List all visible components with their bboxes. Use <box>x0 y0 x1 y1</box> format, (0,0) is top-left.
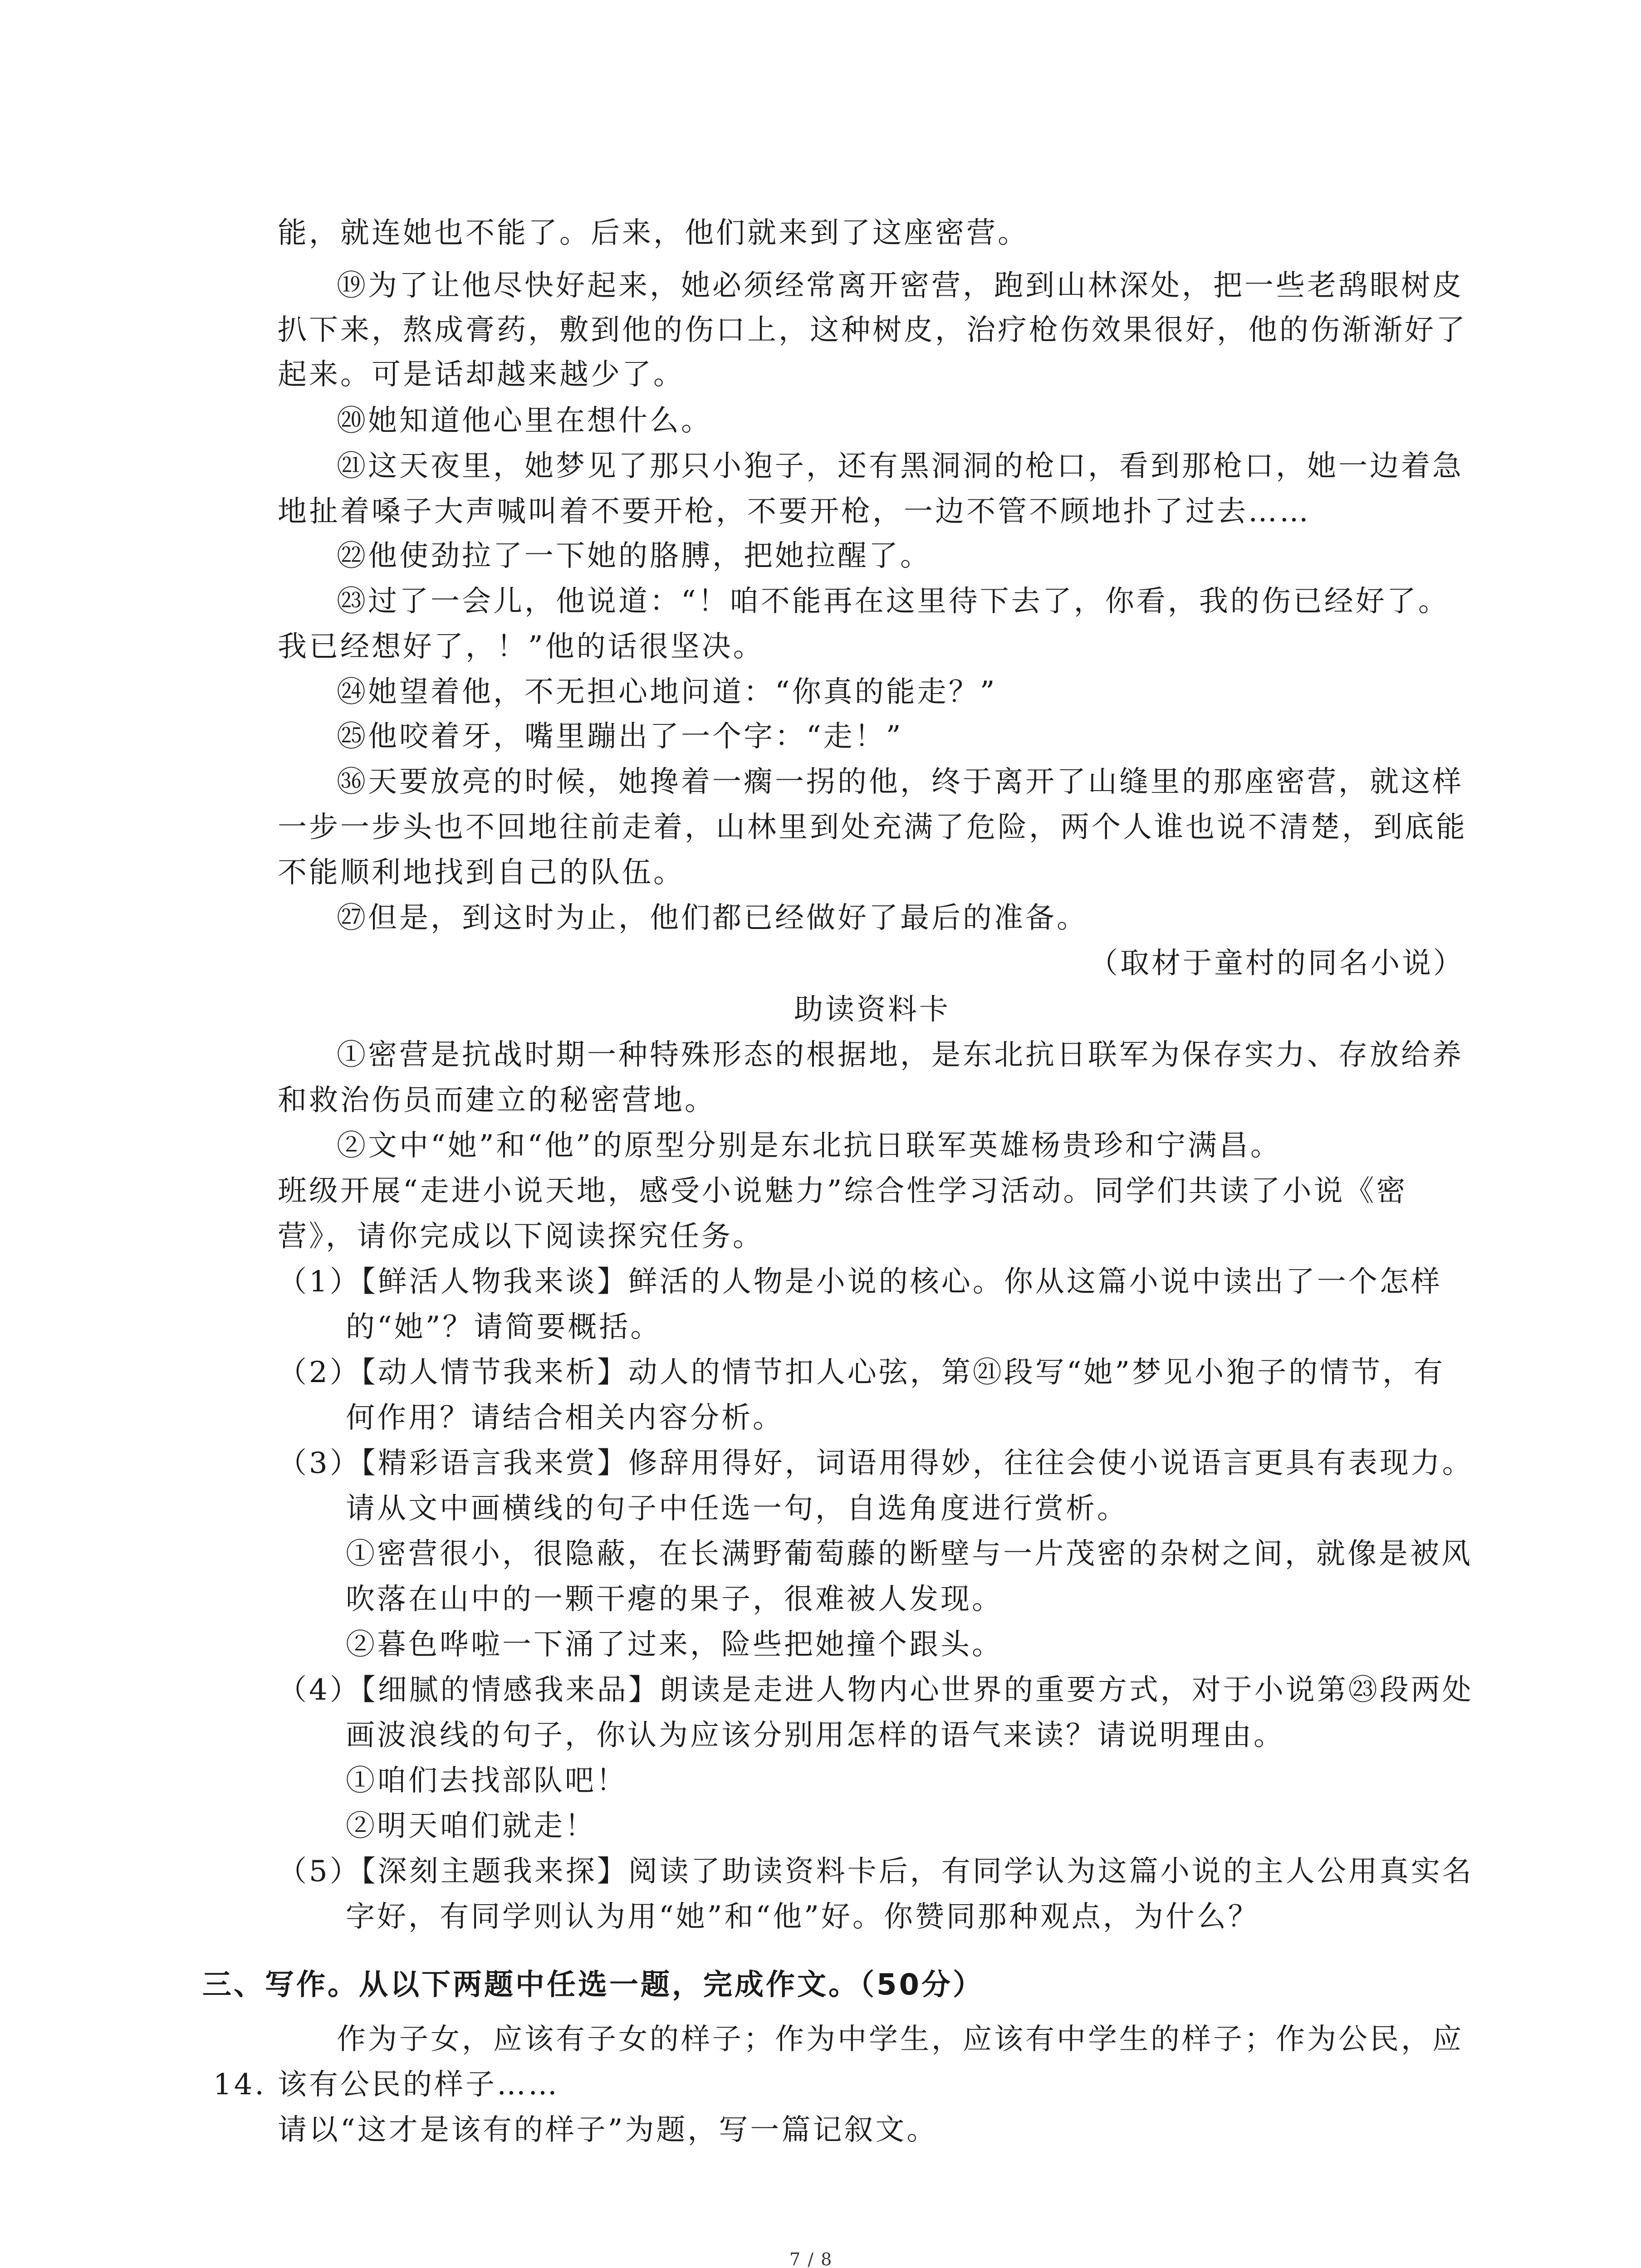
question-1-line-1: （1）【鲜活人物我来谈】鲜活的人物是小说的核心。你从这篇小说中读出了一个怎样 <box>278 1265 1442 1299</box>
paragraph-21-line-2: 地扯着嗓子大声喊叫着不要开枪，不要开枪，一边不管不顾地扑了过去…… <box>278 495 1311 528</box>
question-4-line-2: 画波浪线的句子，你认为应该分别用怎样的语气来读？请说明理由。 <box>346 1719 1285 1752</box>
task-intro-line-2: 营》，请你完成以下阅读探究任务。 <box>278 1220 764 1253</box>
question-4-line-1: （4）【细腻的情感我来品】朗读是走进人物内心世界的重要方式，对于小说第㉓段两处 <box>278 1673 1474 1707</box>
story-line: 能，就连她也不能了。后来，他们就来到了这座密营。 <box>278 216 1029 250</box>
question-2-line-2: 何作用？请结合相关内容分析。 <box>346 1401 784 1435</box>
card-item-2: ②文中“她”和“他”的原型分别是东北抗日联军英雄杨贵珍和宁满昌。 <box>337 1129 1282 1163</box>
paragraph-26-line-3: 不能顺利地找到自己的队伍。 <box>278 856 685 890</box>
question-3-sentence-1-line-1: ①密营很小，很隐蔽，在长满野葡萄藤的断壁与一片茂密的杂树之间，就像是被风 <box>346 1537 1473 1571</box>
question-3-sentence-1-line-2: 吹落在山中的一颗干瘪的果子，很难被人发现。 <box>346 1583 1003 1616</box>
paragraph-20: ⑳她知道他心里在想什么。 <box>337 404 712 438</box>
paragraph-19-line-1: ⑲为了让他尽快好起来，她必须经常离开密营，跑到山林深处，把一些老鸹眼树皮 <box>337 269 1464 303</box>
task-intro-line-1: 班级开展“走进小说天地，感受小说魅力”综合性学习活动。同学们共读了小说《密 <box>278 1174 1408 1208</box>
question-3-sentence-2: ②暮色哗啦一下涌了过来，险些把她撞个跟头。 <box>346 1628 1003 1662</box>
paragraph-27: ㉗但是，到这时为止，他们都已经做好了最后的准备。 <box>337 901 1088 935</box>
card-item-1-line-1: ①密营是抗战时期一种特殊形态的根据地，是东北抗日联军为保存实力、存放给养 <box>337 1038 1464 1072</box>
writing-prompt-line-1: 作为子女，应该有子女的样子；作为中学生，应该有中学生的样子；作为公民，应 <box>337 2023 1464 2056</box>
paragraph-23-line-2: 我已经想好了，！”他的话很坚决。 <box>278 630 764 664</box>
page-number: 7 / 8 <box>789 2249 833 2268</box>
paragraph-26-line-2: 一步一步头也不回地往前走着，山林里到处充满了危险，两个人谁也说不清楚，到底能 <box>278 811 1467 844</box>
paragraph-21-line-1: ㉑这天夜里，她梦见了那只小狍子，还有黑洞洞的枪口，看到那枪口，她一边着急 <box>337 450 1464 483</box>
question-5-line-2: 字好，有同学则认为用“她”和“他”好。你赞同那种观点，为什么？ <box>346 1900 1259 1934</box>
question-1-line-2: 的“她”？请简要概括。 <box>346 1310 662 1344</box>
writing-prompt-line-3: 请以“这才是该有的样子”为题，写一篇记叙文。 <box>278 2113 938 2147</box>
writing-heading: 三、写作。从以下两题中任选一题，完成作文。（50分） <box>202 1968 985 2002</box>
question-3-line-2: 请从文中画横线的句子中任选一句，自选角度进行赏析。 <box>346 1492 1128 1525</box>
question-2-line-1: （2）【动人情节我来析】动人的情节扣人心弦，第㉑段写“她”梦见小狍子的情节，有 <box>278 1356 1445 1389</box>
paragraph-23-line-1: ㉓过了一会儿，他说道：“！咱不能再在这里待下去了，你看，我的伤已经好了。 <box>337 585 1450 618</box>
paragraph-19-line-3: 起来。可是话却越来越少了。 <box>278 358 685 391</box>
question-3-line-1: （3）【精彩语言我来赏】修辞用得好，词语用得妙，往往会使小说语言更具有表现力。 <box>278 1447 1474 1480</box>
card-title: 助读资料卡 <box>794 993 950 1026</box>
paragraph-19-line-2: 扒下来，熬成膏药，敷到他的伤口上，这种树皮，治疗枪伤效果很好，他的伤渐渐好了 <box>278 313 1467 347</box>
card-item-1-line-2: 和救治伤员而建立的秘密营地。 <box>278 1084 716 1117</box>
paragraph-25: ㉕他咬着牙，嘴里蹦出了一个字：“走！” <box>337 720 903 753</box>
paragraph-24: ㉔她望着他，不无担心地问道：“你真的能走？” <box>337 675 997 709</box>
story-source: （取材于童村的同名小说） <box>1089 947 1465 980</box>
question-4-sentence-2: ②明天咱们就走！ <box>346 1809 596 1843</box>
paragraph-26-line-1: ㊱天要放亮的时候，她搀着一瘸一拐的他，终于离开了山缝里的那座密营，就这样 <box>337 765 1464 799</box>
writing-prompt-line-2: 该有公民的样子…… <box>278 2068 559 2102</box>
question-number-14: 14. <box>213 2068 266 2102</box>
question-4-sentence-1: ①咱们去找部队吧！ <box>346 1764 627 1798</box>
paragraph-22: ㉒他使劲拉了一下她的胳膊，把她拉醒了。 <box>337 539 931 573</box>
question-5-line-1: （5）【深刻主题我来探】阅读了助读资料卡后，有同学认为这篇小说的主人公用真实名 <box>278 1855 1474 1888</box>
